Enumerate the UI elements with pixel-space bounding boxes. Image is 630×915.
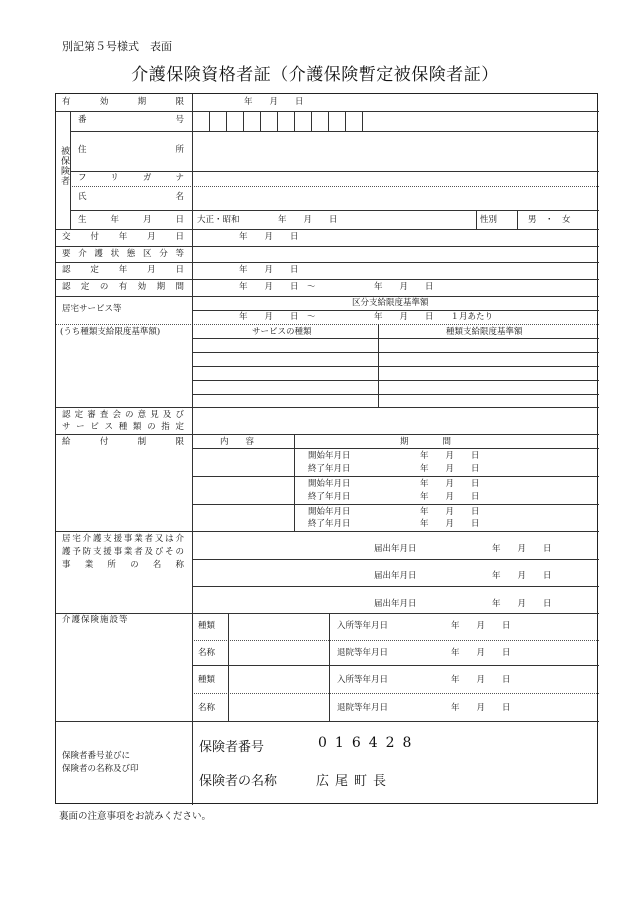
start-label: 開始年月日	[308, 451, 351, 461]
row-line	[56, 324, 599, 325]
row-line	[192, 504, 599, 505]
gender-values: 男 ・ 女	[528, 215, 571, 225]
col-service-type: サービスの種類	[252, 327, 312, 337]
kubun-limit: 区分支給限度基準額	[352, 298, 429, 308]
row-line	[192, 640, 599, 641]
insurer-name: 広尾町長	[316, 774, 393, 789]
label-birthdate: 生年月日	[78, 215, 184, 225]
col-line	[476, 210, 477, 229]
label-support-3: 事業所の名称	[62, 560, 184, 570]
row-line	[192, 448, 599, 449]
col-line	[294, 434, 295, 531]
row-line	[192, 693, 599, 694]
row-line	[56, 434, 599, 435]
row-line	[192, 366, 599, 367]
end-label: 終了年月日	[308, 492, 351, 502]
start-date: 年 月 日	[420, 507, 480, 517]
row-line	[70, 186, 599, 187]
admission-date: 年 月 日	[451, 675, 511, 685]
certification-date: 年 月 日	[239, 265, 299, 275]
col-line	[378, 324, 379, 407]
admission-label: 入所等年月日	[337, 675, 389, 685]
col-line	[329, 613, 330, 721]
start-date: 年 月 日	[420, 479, 480, 489]
gender-label: 性別	[480, 215, 498, 225]
notify-date: 年 月 日	[492, 544, 552, 554]
row-line	[70, 171, 599, 172]
col-line	[192, 94, 193, 434]
row-line	[192, 586, 599, 587]
home-period-start: 年 月 日 ～	[239, 312, 316, 322]
facility-kind-label: 種類	[198, 621, 216, 631]
end-date: 年 月 日	[420, 519, 480, 529]
row-line	[70, 210, 599, 211]
label-insurer-2: 保険者の名称及び印	[62, 764, 139, 774]
col-content: 内 容	[220, 437, 255, 447]
row-line	[56, 246, 599, 247]
label-insurer-1: 保険者番号並びに	[62, 751, 131, 761]
digit-cell-line	[226, 111, 227, 131]
end-label: 終了年月日	[308, 519, 351, 529]
label-care-level: 要介護状態区分等	[62, 249, 184, 259]
row-line	[56, 229, 599, 230]
row-line	[56, 262, 599, 263]
notify-date: 年 月 日	[492, 599, 552, 609]
label-committee-2: サービス種類の指定	[62, 422, 184, 432]
label-issue-date: 交付年月日	[62, 232, 184, 242]
facility-kind-label: 種類	[198, 675, 216, 685]
document-title: 介護保険資格者証（介護保険暫定被保険者証）	[131, 65, 499, 85]
digit-cell-line	[209, 111, 210, 131]
digit-cell-line	[328, 111, 329, 131]
discharge-date: 年 月 日	[451, 703, 511, 713]
label-valid-period: 有効期限	[62, 97, 184, 107]
label-type-limit: (うち種類支給限度基準額)	[60, 327, 161, 337]
discharge-label: 退院等年月日	[337, 648, 389, 658]
digit-cell-line	[362, 111, 363, 131]
start-date: 年 月 日	[420, 451, 480, 461]
insurer-number: 016428	[318, 735, 420, 751]
row-line	[56, 296, 599, 297]
end-date: 年 月 日	[420, 464, 480, 474]
admission-label: 入所等年月日	[337, 621, 389, 631]
label-benefit-limit: 給付制限	[62, 437, 184, 447]
col-line	[517, 210, 518, 229]
facility-name-label: 名称	[198, 648, 216, 658]
row-line	[56, 531, 599, 532]
label-name: 氏名	[78, 192, 184, 202]
insurer-number-label: 保険者番号	[199, 740, 265, 755]
label-certification-period: 認定の有効期間	[62, 282, 184, 292]
home-period-end: 年 月 日 １月あたり	[374, 312, 494, 322]
row-line	[192, 559, 599, 560]
col-line	[228, 613, 229, 721]
row-line	[192, 394, 599, 395]
row-line	[56, 407, 599, 408]
label-address: 住所	[78, 145, 184, 155]
admission-date: 年 月 日	[451, 621, 511, 631]
col-line	[192, 531, 193, 805]
certificate-form	[55, 93, 598, 804]
discharge-label: 退院等年月日	[337, 703, 389, 713]
row-line	[192, 310, 599, 311]
period-end: 年 月 日	[374, 282, 434, 292]
row-line	[192, 665, 599, 666]
row-line	[56, 721, 599, 722]
notify-date: 年 月 日	[492, 571, 552, 581]
start-label: 開始年月日	[308, 479, 351, 489]
label-support-2: 護予防支援事業者及びその	[62, 547, 184, 557]
digit-cell-line	[243, 111, 244, 131]
period-start: 年 月 日 ～	[239, 282, 316, 292]
footer-note: 裏面の注意事項をお読みください。	[59, 811, 212, 822]
row-line	[192, 352, 599, 353]
row-line	[192, 476, 599, 477]
row-line	[56, 613, 599, 614]
discharge-date: 年 月 日	[451, 648, 511, 658]
valid-date: 年 月 日	[244, 97, 304, 107]
facility-name-label: 名称	[198, 703, 216, 713]
start-label: 開始年月日	[308, 507, 351, 517]
insurer-name-label: 保険者の名称	[199, 774, 278, 789]
notify-label: 届出年月日	[374, 599, 417, 609]
row-line	[56, 279, 599, 280]
issue-date: 年 月 日	[239, 232, 299, 242]
notify-label: 届出年月日	[374, 571, 417, 581]
label-number: 番号	[78, 115, 184, 125]
end-label: 終了年月日	[308, 464, 351, 474]
digit-cell-line	[345, 111, 346, 131]
col-period: 期 間	[400, 437, 452, 447]
row-line	[192, 380, 599, 381]
label-furigana: フリガナ	[78, 173, 184, 183]
row-line	[192, 338, 599, 339]
label-committee-1: 認定審査会の意見及び	[62, 410, 184, 420]
row-line	[70, 131, 599, 132]
era-choice: 大正・昭和	[197, 215, 240, 225]
digit-cell-line	[294, 111, 295, 131]
col-type-limit: 種類支給限度基準額	[446, 327, 523, 337]
end-date: 年 月 日	[420, 492, 480, 502]
form-header: 別記第５号様式 表面	[62, 40, 172, 53]
digit-cell-line	[260, 111, 261, 131]
digit-cell-line	[277, 111, 278, 131]
birth-date: 年 月 日	[278, 215, 338, 225]
label-insured: 被保険者	[59, 146, 69, 186]
label-home-service: 居宅サービス等	[62, 304, 122, 314]
label-certification-date: 認定年月日	[62, 265, 184, 275]
label-facility: 介護保険施設等	[62, 615, 129, 625]
label-support-1: 居宅介護支援事業者又は介	[62, 534, 184, 544]
notify-label: 届出年月日	[374, 544, 417, 554]
col-line	[192, 434, 193, 531]
digit-cell-line	[311, 111, 312, 131]
